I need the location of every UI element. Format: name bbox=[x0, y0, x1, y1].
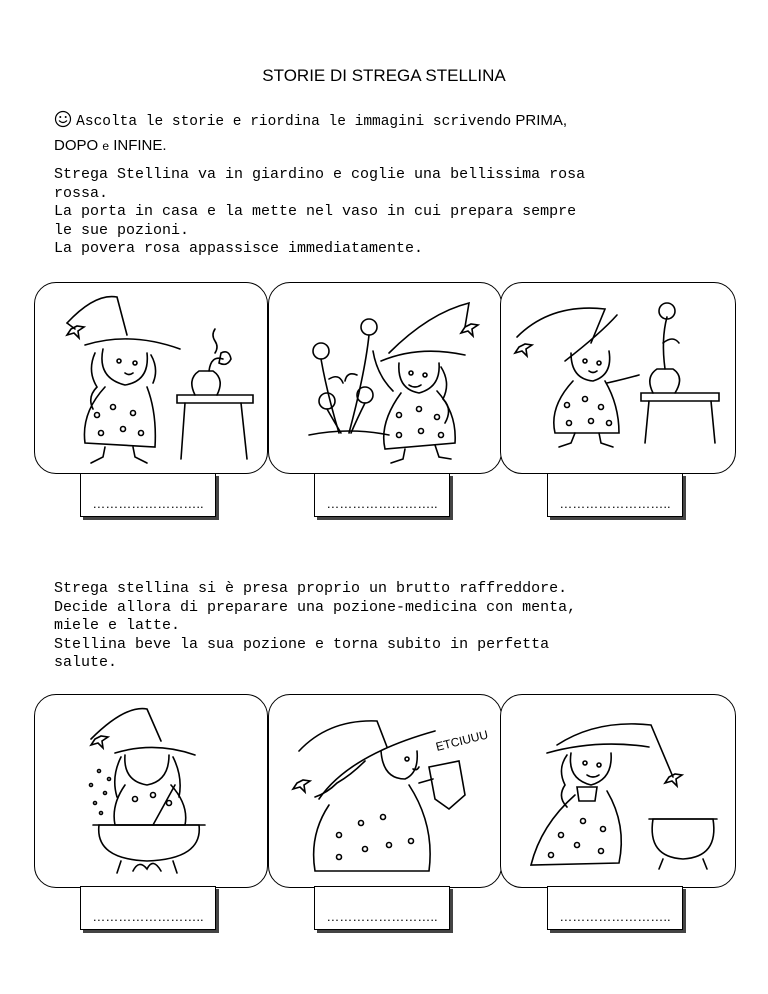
story-2-text bbox=[54, 580, 734, 673]
story-line: miele e latte. bbox=[54, 617, 181, 634]
story-line: le sue pozioni. bbox=[54, 221, 190, 239]
story-1-answer-box-1[interactable]: …………………….. bbox=[80, 473, 216, 517]
story-1-picture-3-witch-with-rose-in-vase bbox=[500, 282, 736, 474]
smiley-icon bbox=[54, 110, 72, 135]
story-line: salute. bbox=[54, 654, 118, 671]
word-prima: PRIMA, bbox=[515, 112, 568, 129]
story-2-answer-box-1[interactable]: …………………….. bbox=[80, 886, 216, 930]
story-2-answer-box-3[interactable]: …………………….. bbox=[547, 886, 683, 930]
story-line: La porta in casa e la mette nel vaso in cui prepara sempre bbox=[54, 203, 577, 220]
story-line: La povera rosa appassisce immediatamente. bbox=[54, 240, 424, 257]
word-infine: INFINE bbox=[113, 137, 163, 154]
instruction-period: . bbox=[162, 137, 167, 154]
story-1-answer-box-2[interactable]: …………………….. bbox=[314, 473, 450, 517]
word-e: e bbox=[102, 139, 110, 153]
instruction-text: Ascolta le storie e riordina le immagini scrivendo bbox=[76, 114, 512, 130]
story-1-picture-2-witch-picking-roses bbox=[268, 282, 502, 474]
story-2-picture-2-witch-sneezing bbox=[268, 694, 502, 888]
story-1-picture-1-witch-with-wilted-rose bbox=[34, 282, 268, 474]
story-line: Decide allora di preparare una pozione-medicina con menta, bbox=[54, 598, 577, 616]
story-1-text bbox=[54, 166, 734, 259]
page-title: STORIE DI STREGA STELLINA bbox=[262, 66, 506, 85]
story-line: Stellina beve la sua pozione e torna subito in perfetta bbox=[54, 635, 550, 653]
word-dopo: DOPO bbox=[54, 137, 99, 154]
story-line: rossa. bbox=[54, 184, 109, 202]
story-2-answer-box-2[interactable]: …………………….. bbox=[314, 886, 450, 930]
story-1-answer-box-3[interactable]: …………………….. bbox=[547, 473, 683, 517]
story-2-picture-3-witch-drinking-potion bbox=[500, 694, 736, 888]
sneeze-text: ETCIUUU bbox=[434, 727, 490, 754]
instruction bbox=[54, 110, 714, 157]
story-2-picture-1-witch-brewing-potion bbox=[34, 694, 268, 888]
story-line: Strega stellina si è presa proprio un brutto raffreddore. bbox=[54, 580, 568, 597]
story-line: Strega Stellina va in giardino e coglie una bellissima rosa bbox=[54, 166, 586, 183]
